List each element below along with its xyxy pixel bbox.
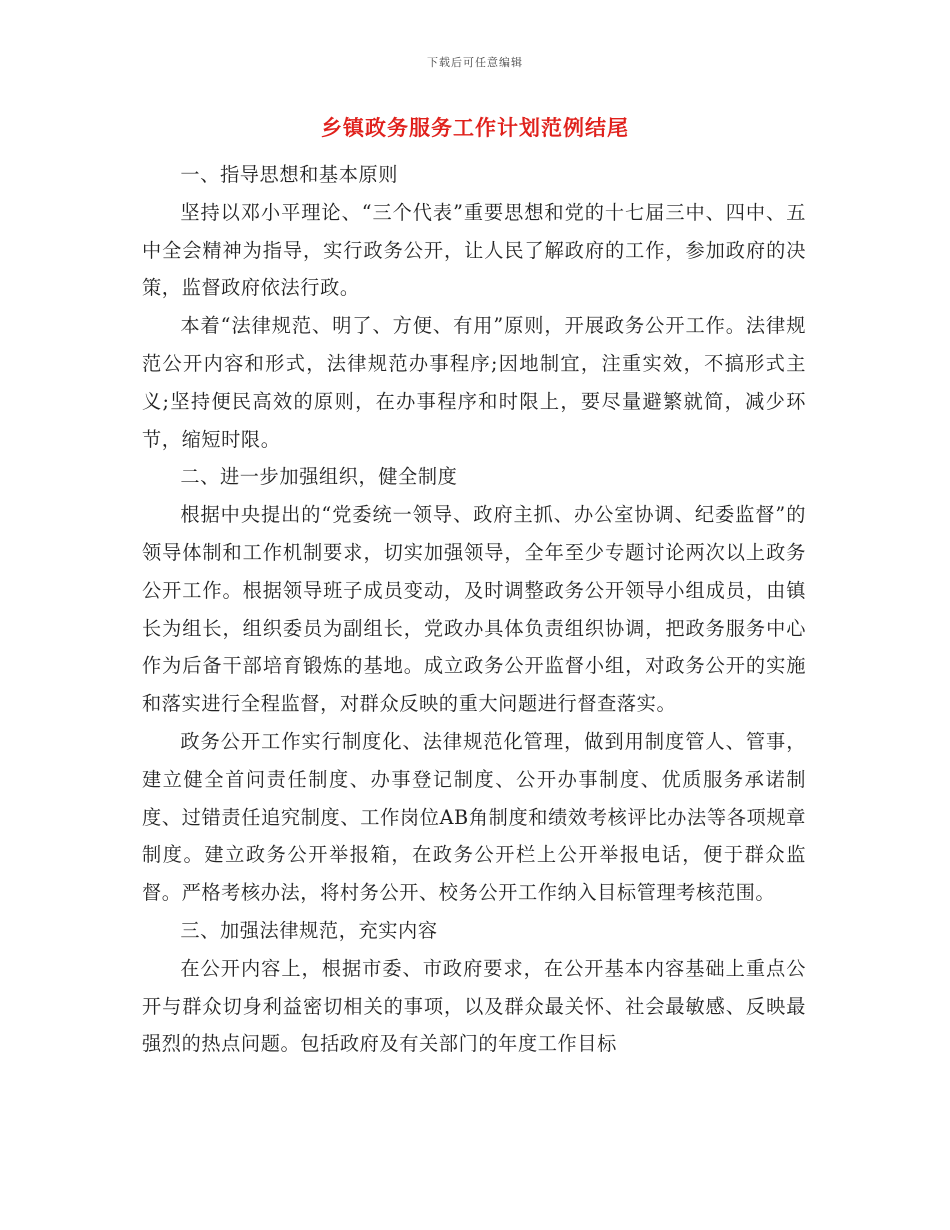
paragraph: 坚持以邓小平理论、“三个代表”重要思想和党的十七届三中、四中、五中全会精神为指导，实行政务公开，让人民了解政府的工作，参加政府的决策，监督政府依法行政。: [142, 200, 806, 300]
document-body: [142, 156, 806, 1063]
paragraph: 本着“法律规范、明了、方便、有用”原则，开展政务公开工作。法律规范公开内容和形式，法律规范办事程序;因地制宜，注重实效，不搞形式主义;坚持便民高效的原则，在办事程序和时限上，要尽量避繁就简，减少环节，缩短时限。: [142, 314, 806, 451]
header-note: 下载后可任意编辑: [427, 56, 523, 69]
paragraph: 政务公开工作实行制度化、法律规范化管理，做到用制度管人、管事，建立健全首问责任制度、办事登记制度、公开办事制度、优质服务承诺制度、过错责任追究制度、工作岗位AB角制度和绩效考核评比办法等各项规章制度。建立政务公开举报箱，在政务公开栏上公开举报电话，便于群众监督。严格考核办法，将村务公开、校务公开工作纳入目标管理考核范围。: [142, 729, 806, 905]
paragraph: 根据中央提出的“党委统一领导、政府主抓、办公室协调、纪委监督”的领导体制和工作机制要求，切实加强领导，全年至少专题讨论两次以上政务公开工作。根据领导班子成员变动，及时调整政务公开领导小组成员，由镇长为组长，组织委员为副组长，党政办具体负责组织协调，把政务服务中心作为后备干部培育锻炼的基地。成立政务公开监督小组，对政务公开的实施和落实进行全程监督，对群众反映的重大问题进行督查落实。: [142, 503, 806, 716]
document-title: 乡镇政务服务工作计划范例结尾: [321, 115, 629, 140]
section-heading-2: 二、进一步加强组织，健全制度: [180, 465, 458, 489]
paragraph: 在公开内容上，根据市委、市政府要求，在公开基本内容基础上重点公开与群众切身利益密切相关的事项，以及群众最关怀、社会最敏感、反映最强烈的热点问题。包括政府及有关部门的年度工作目标: [142, 956, 806, 1056]
section-heading-3: 三、加强法律规范，充实内容: [180, 918, 438, 942]
section-heading-1: 一、指导思想和基本原则: [180, 163, 399, 186]
